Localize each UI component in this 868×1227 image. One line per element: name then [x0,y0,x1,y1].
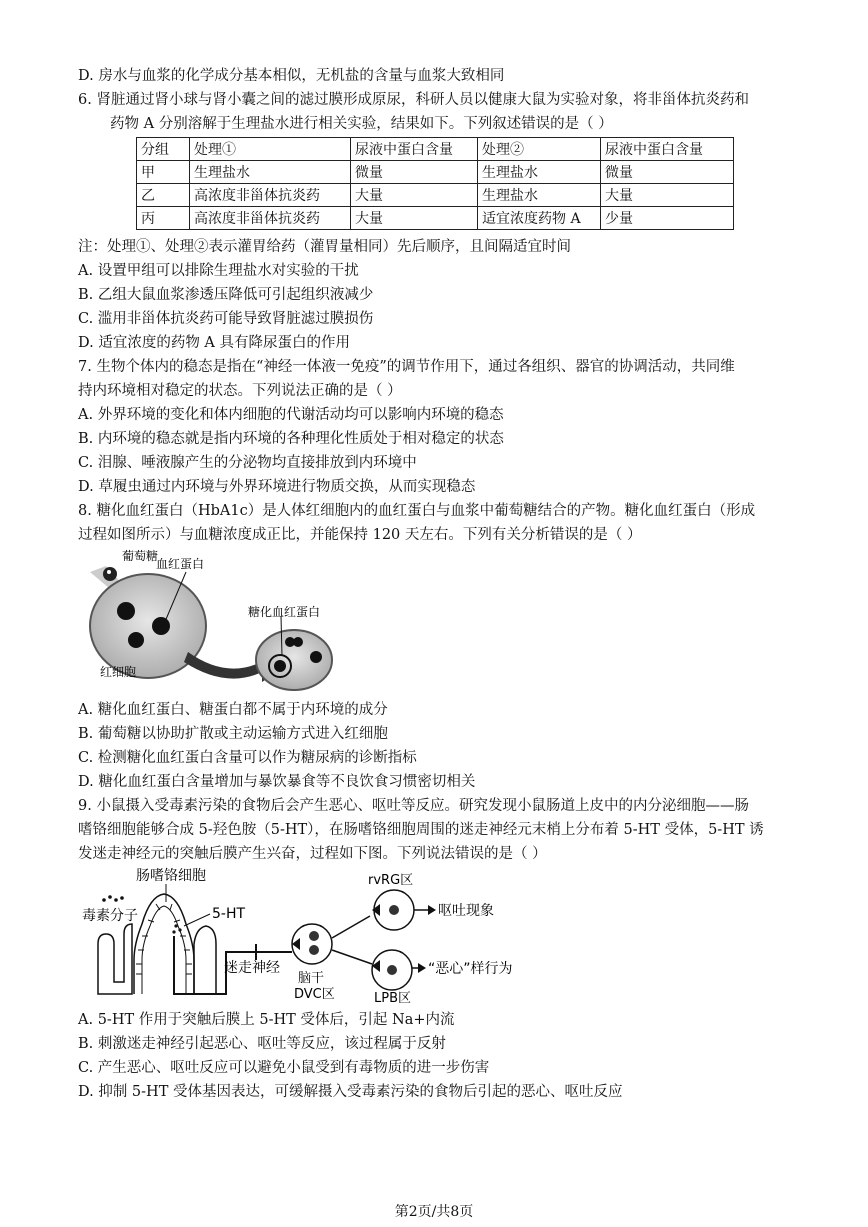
q6-option-b: B. 乙组大鼠血浆渗透压降低可引起组织液减少 [78,287,374,303]
q7-option-b: B. 内环境的稳态就是指内环境的各种理化性质处于相对稳定的状态 [78,431,504,447]
glucose-molecule [103,567,117,581]
table-cell: 高浓度非甾体抗炎药 [190,207,351,230]
rvrg-output-arrowhead [428,905,436,915]
q8-option-d: D. 糖化血红蛋白含量增加与暴饮暴食等不良饮食习惯密切相关 [78,774,476,790]
table-header-cell: 处理① [190,138,351,161]
q6-results-table [136,137,734,230]
table-header-cell: 分组 [137,138,190,161]
q6-stem-line1: 6. 肾脏通过肾小球与肾小囊之间的滤过膜形成原尿，科研人员以健康大鼠为实验对象，将非甾体抗炎药和 [78,92,749,108]
serotonin-label: 5-HT [212,906,246,922]
glycated-hemoglobin-figure [76,544,340,694]
q8-option-a: A. 糖化血红蛋白、糖蛋白都不属于内环境的成分 [78,702,388,718]
q6-note: 注：处理①、处理②表示灌胃给药（灌胃量相同）先后顺序，且间隔适宜时间 [78,239,571,255]
serotonin-label-line [184,914,210,926]
table-cell: 少量 [601,207,734,230]
table-cell: 微量 [601,161,734,184]
lpb-output-arrowhead [418,963,426,973]
q9-option-d: D. 抑制 5-HT 受体基因表达，可缓解摄入受毒素污染的食物后引起的恶心、呕吐反应 [78,1084,623,1100]
table-cell: 生理盐水 [190,161,351,184]
intestinal-villus-main [134,894,194,994]
table-cell: 生理盐水 [478,161,601,184]
dvc-label: DVC区 [294,987,335,1002]
table-cell: 大量 [351,207,478,230]
serotonin-pathway-figure [76,864,556,1006]
q8-option-b: B. 葡萄糖以协助扩散或主动运输方式进入红细胞 [78,726,388,742]
nausea-label: “恶心”样行为 [428,961,513,977]
q6-option-c: C. 滥用非甾体抗炎药可能导致肾脏滤过膜损伤 [78,311,374,327]
hemoglobin-molecule [117,602,135,620]
q6-option-a: A. 设置甲组可以排除生理盐水对实验的干扰 [78,263,359,279]
vagus-label: 迷走神经 [224,960,280,976]
rvrg-nucleus [389,905,399,915]
toxin-label: 毒素分子 [82,908,138,924]
q7-option-a: A. 外界环境的变化和体内细胞的代谢活动均可以影响内环境的稳态 [78,407,504,423]
lpb-nucleus [387,965,397,975]
brainstem-label: 脑干 [298,971,325,986]
page-footer: 第2页/共8页 [394,1204,474,1220]
q9-stem-line3: 发迷走神经元的突触后膜产生兴奋，过程如下图。下列说法错误的是（ ） [78,846,547,862]
q6-stem-line2: 药物 A 分别溶解于生理盐水进行相关实验，结果如下。下列叙述错误的是（ ） [110,116,613,132]
rbc-label: 红细胞 [100,665,137,679]
q9-stem-line1: 9. 小鼠摄入受毒素污染的食物后会产生恶心、呕吐等反应。研究发现小鼠肠道上皮中的内分泌细胞——肠 [78,798,749,814]
table-cell: 高浓度非甾体抗炎药 [190,184,351,207]
rvrg-label: rvRG区 [368,873,414,888]
q9-option-c: C. 产生恶心、呕吐反应可以避免小鼠受到有毒物质的进一步伤害 [78,1060,490,1076]
q7-stem-line1: 7. 生物个体内的稳态是指在“神经一体液一免疫”的调节作用下，通过各组织、器官的协调活动，共同维 [78,359,735,375]
glucose-label: 葡萄糖 [122,549,159,563]
q9-option-b: B. 刺激迷走神经引起恶心、呕吐等反应，该过程属于反射 [78,1036,446,1052]
q7-stem-line2: 持内环境相对稳定的状态。下列说法正确的是（ ） [78,383,402,399]
q5-option-d: D. 房水与血浆的化学成分基本相似，无机盐的含量与血浆大致相同 [78,68,505,84]
dvc-nucleus [309,945,319,955]
q7-option-c: C. 泪腺、唾液腺产生的分泌物均直接排放到内环境中 [78,455,417,471]
lpb-label: LPB区 [374,991,412,1006]
hemoglobin-molecule [128,632,144,648]
table-header-row [137,138,734,161]
table-cell: 丙 [137,207,190,230]
table-cell: 大量 [601,184,734,207]
hemoglobin-label: 血红蛋白 [156,557,205,571]
table-cell: 乙 [137,184,190,207]
table-cell: 微量 [351,161,478,184]
intestinal-villus-left [98,924,132,994]
q9-option-a: A. 5-HT 作用于突触后膜上 5-HT 受体后，引起 Na+内流 [78,1012,455,1028]
q6-option-d: D. 适宜浓度的药物 A 具有降尿蛋白的作用 [78,335,351,351]
table-cell: 适宜浓度药物 A [478,207,601,230]
glycated-label: 糖化血红蛋白 [248,605,321,619]
q8-stem-line2: 过程如图所示）与血糖浓度成正比，并能保持 120 天左右。下列有关分析错误的是（ ） [78,527,642,543]
table-cell: 生理盐水 [478,184,601,207]
table-header-cell: 尿液中蛋白含量 [351,138,478,161]
q8-option-c: C. 检测糖化血红蛋白含量可以作为糖尿病的诊断指标 [78,750,417,766]
table-cell: 大量 [351,184,478,207]
table-row [137,161,734,184]
q8-stem-line1: 8. 糖化血红蛋白（HbA1c）是人体红细胞内的血红蛋白与血浆中葡萄糖结合的产物。糖化血红蛋白（形成 [78,503,756,519]
villus-inner-wall [142,906,186,994]
table-row [137,207,734,230]
dvc-nucleus [309,931,319,941]
toxin-molecules [102,895,124,902]
q7-option-d: D. 草履虫通过内环境与外界环境进行物质交换，从而实现稳态 [78,479,476,495]
table-header-cell: 处理② [478,138,601,161]
glycated-hemoglobin-molecule [310,651,322,663]
dvc-to-lpb-line [332,950,372,964]
glycated-hemoglobin-molecule [274,660,286,672]
q9-stem-line2: 嗜铬细胞能够合成 5-羟色胺（5-HT），在肠嗜铬细胞周围的迷走神经元末梢上分布着 5-HT 受体，5-HT 诱 [78,822,764,838]
intestinal-villus-right [194,926,216,994]
glucose-highlight [107,570,111,574]
ec-cell-label: 肠嗜铬细胞 [136,868,206,884]
table-header-cell: 尿液中蛋白含量 [601,138,734,161]
dvc-to-rvrg-line [332,916,370,938]
glycated-glucose-dot [293,637,303,647]
table-row [137,184,734,207]
table-cell: 甲 [137,161,190,184]
vomit-label: 呕吐现象 [438,903,494,919]
hemoglobin-molecule [152,617,170,635]
